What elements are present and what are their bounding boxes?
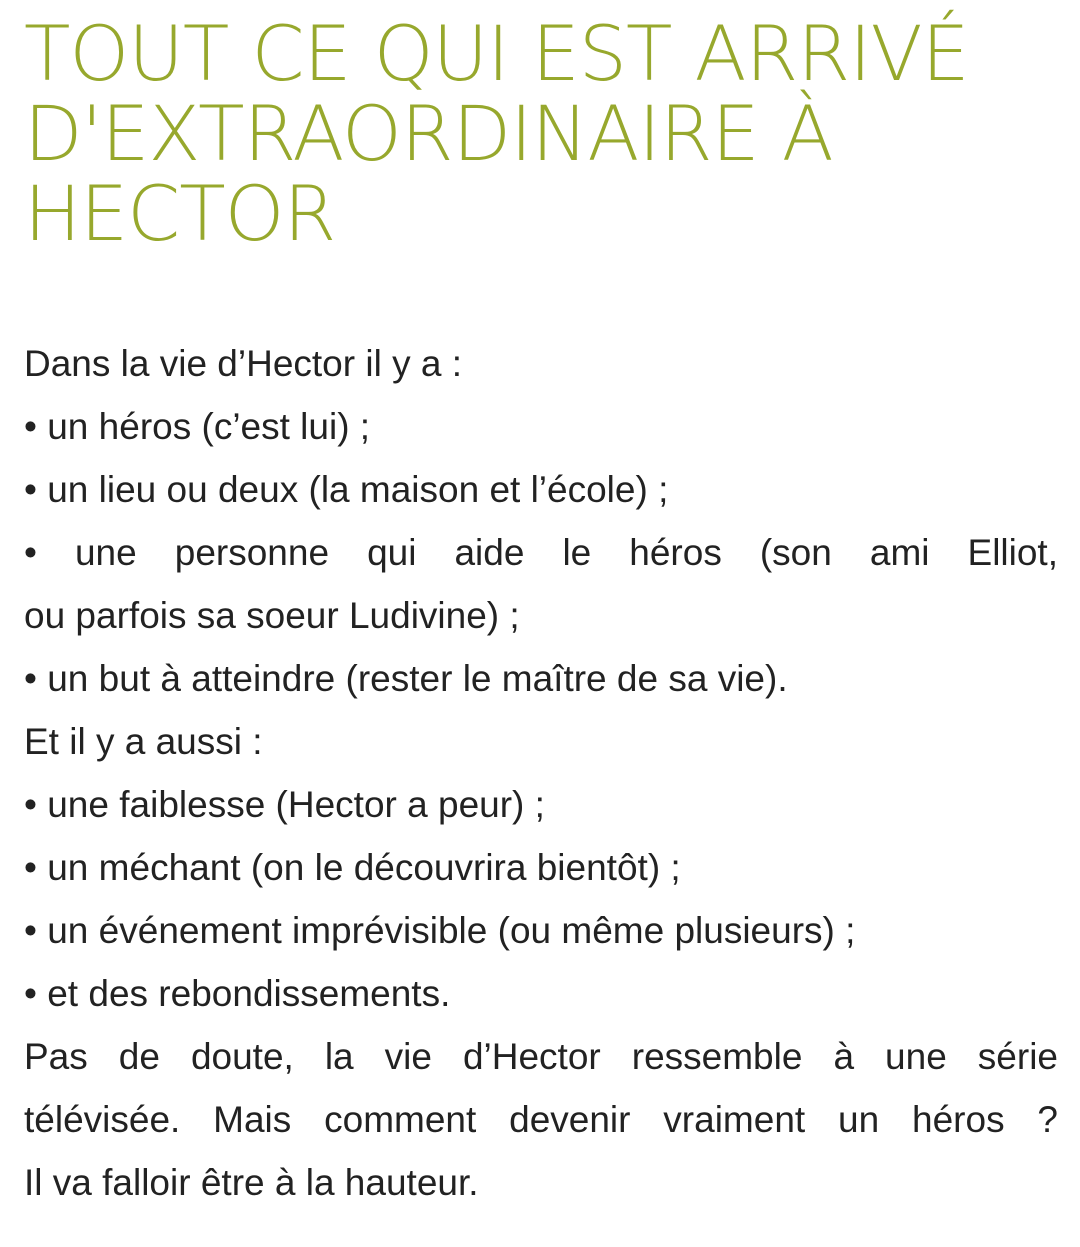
intro-line: Dans la vie d’Hector il y a :	[24, 343, 463, 384]
body-text	[24, 332, 1058, 1214]
page-title	[24, 9, 1058, 258]
list-item: • un but à atteindre (rester le maître de sa vie).	[24, 658, 788, 699]
list-item: • une personne qui aide le héros (son ami Elliot,	[24, 532, 1058, 573]
intro-line: Et il y a aussi :	[24, 721, 263, 762]
list-item: • un méchant (on le découvrira bientôt) ;	[24, 847, 681, 888]
conclusion-line: télévisée. Mais comment devenir vraiment un héros ?	[24, 1099, 1058, 1140]
title-line: TOUT CE QUI EST ARRIVÉ	[24, 9, 969, 98]
conclusion-line: Il va falloir être à la hauteur.	[24, 1162, 479, 1203]
list-item: • un événement imprévisible (ou même plusieurs) ;	[24, 910, 856, 951]
conclusion-line: Pas de doute, la vie d’Hector ressemble à une série	[24, 1036, 1058, 1077]
list-item: • un lieu ou deux (la maison et l’école) ;	[24, 469, 669, 510]
title-line: HECTOR	[24, 169, 336, 258]
list-item: • une faiblesse (Hector a peur) ;	[24, 784, 545, 825]
list-item: • un héros (c’est lui) ;	[24, 406, 371, 447]
title-line: D'EXTRAORDINAIRE À	[24, 89, 833, 178]
list-item: • et des rebondissements.	[24, 973, 451, 1014]
list-item-continuation: ou parfois sa soeur Ludivine) ;	[24, 595, 520, 636]
